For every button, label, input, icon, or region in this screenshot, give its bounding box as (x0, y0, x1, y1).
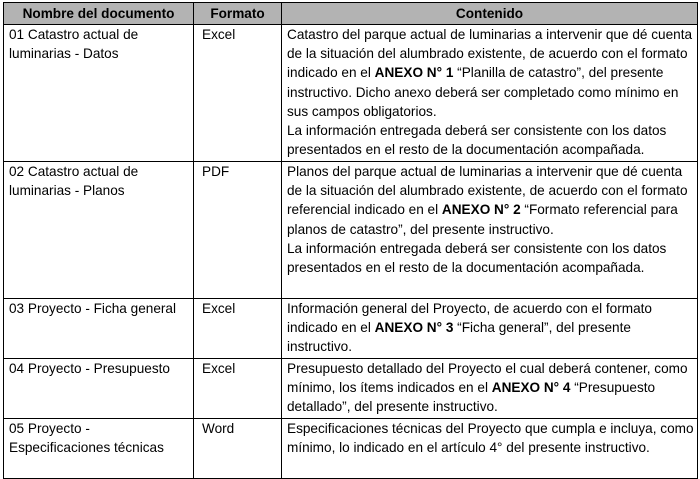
content-text: “Presupuesto detallado”, del presente instructivo. (287, 380, 656, 415)
content-cell (282, 359, 698, 419)
content-text: “Planilla de catastro”, del presente instructivo. Dicho anexo deberá ser completado como mínimo en sus campos obligatorios. (287, 65, 679, 119)
document-name-cell: 02 Catastro actual de luminarias - Planos (4, 162, 194, 299)
header-content: Contenido (282, 3, 698, 25)
content-note: La información entregada deberá ser consistente con los datos presentados en el resto de la documentación acompañada. (287, 240, 667, 276)
format-cell: Excel (194, 299, 282, 359)
content-text: Planos del parque actual de luminarias a intervenir que dé cuenta de la situación del alumbrado existente, de acuerdo con el formato referencial indicado en el (287, 164, 688, 218)
documents-table (3, 2, 698, 479)
annex-reference: ANEXO N° 1 (374, 65, 454, 81)
table-row (4, 359, 698, 419)
content-cell (282, 299, 698, 359)
table-row (4, 299, 698, 359)
annex-reference: ANEXO N° 3 (374, 320, 454, 336)
format-cell: PDF (194, 162, 282, 299)
content-text: “Ficha general”, del presente instructivo. (287, 320, 631, 355)
document-name-cell: 05 Proyecto - Especificaciones técnicas (4, 419, 194, 479)
header-format: Formato (194, 3, 282, 25)
annex-reference: ANEXO N° 4 (491, 380, 571, 396)
content-cell (282, 162, 698, 299)
content-text: “Formato referencial para planos de catastro”, del presente instructivo. (287, 202, 678, 237)
table-row (4, 419, 698, 479)
content-text: Especificaciones técnicas del Proyecto que cumpla e incluya, como mínimo, lo indicado en el artículo 4° del presente instructivo. (287, 421, 694, 456)
document-name-cell: 03 Proyecto - Ficha general (4, 299, 194, 359)
document-name-cell: 04 Proyecto - Presupuesto (4, 359, 194, 419)
content-note: La información entregada deberá ser consistente con los datos presentados en el resto de la documentación acompañada. (287, 123, 667, 158)
content-text: Catastro del parque actual de luminarias a intervenir que dé cuenta de la situación del alumbrado existente, de acuerdo con el formato indicado en el (287, 27, 693, 81)
document-name-cell: 01 Catastro actual de luminarias - Datos (4, 25, 194, 162)
content-cell (282, 25, 698, 162)
header-row (4, 3, 698, 25)
content-cell (282, 419, 698, 479)
header-document-name: Nombre del documento (4, 3, 194, 25)
table-row (4, 25, 698, 162)
format-cell: Excel (194, 359, 282, 419)
format-cell: Excel (194, 25, 282, 162)
content-text: Información general del Proyecto, de acuerdo con el formato indicado en el (287, 301, 652, 336)
table-row (4, 162, 698, 299)
annex-reference: ANEXO N° 2 (441, 202, 521, 218)
content-text: Presupuesto detallado del Proyecto el cual deberá contener, como mínimo, los ítems indicados en el (287, 361, 688, 396)
format-cell: Word (194, 419, 282, 479)
